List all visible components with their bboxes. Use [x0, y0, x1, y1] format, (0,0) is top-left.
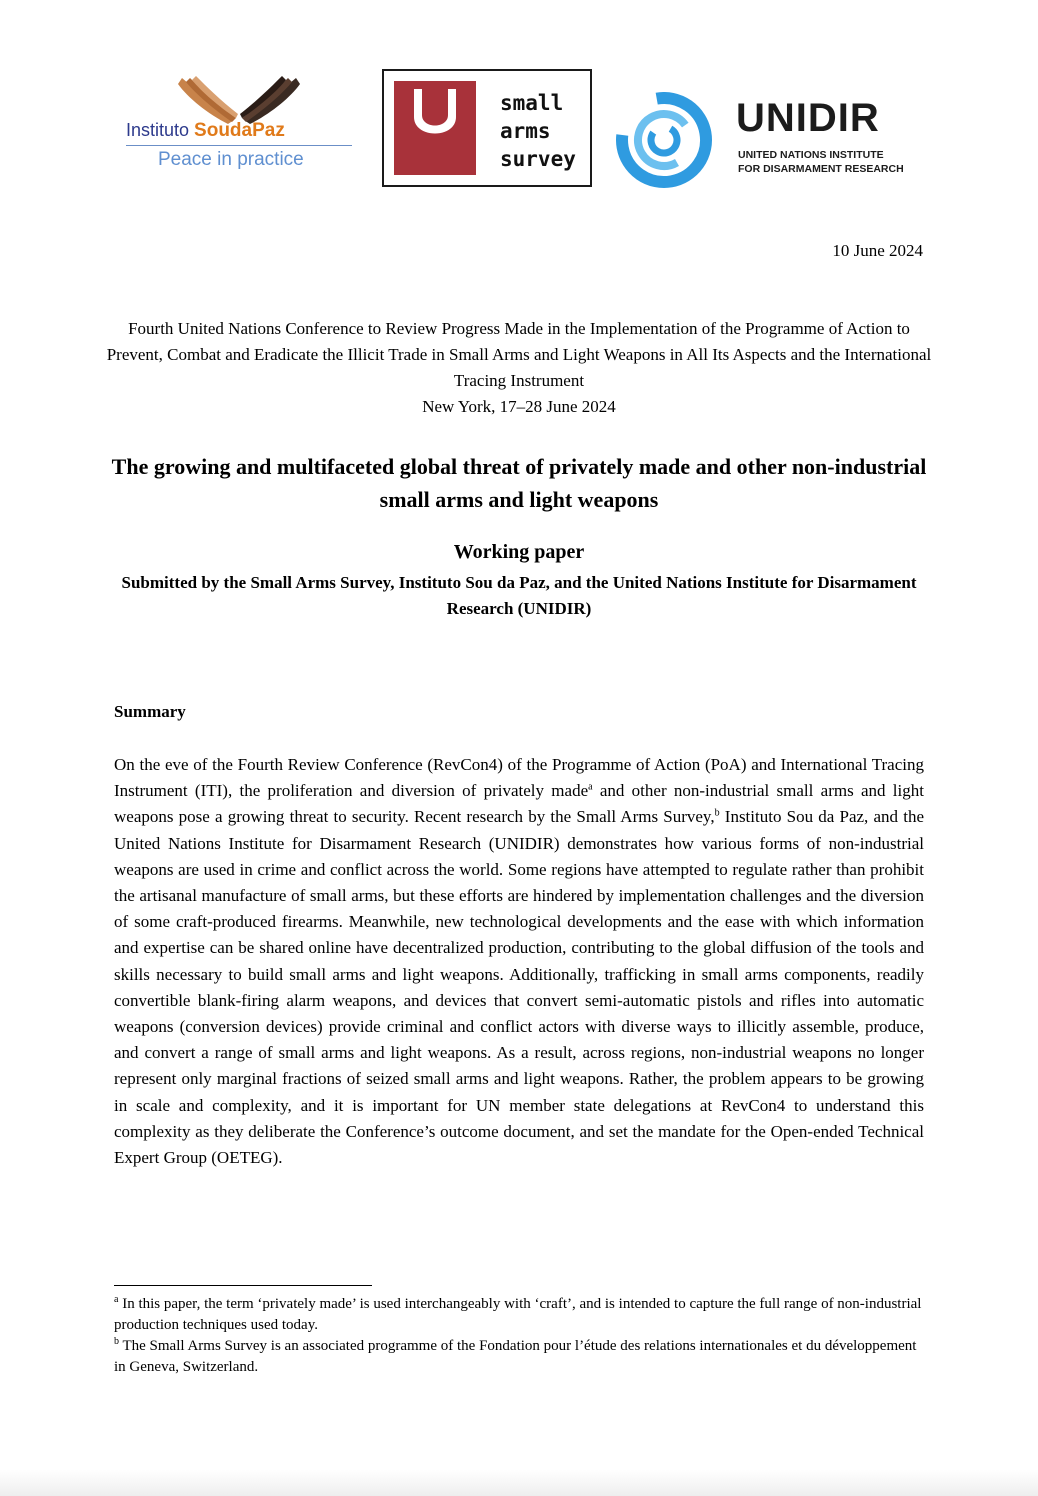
- document-title: The growing and multifaceted global threat of privately made and other non-industrial small arms and light weapons: [111, 454, 927, 512]
- footnote-a: $^a$ In this paper, the term ‘privately made’ is used interchangeably with ‘craft’, and is intended to capture the full range of non-industrial production techniques used today.: [114, 1294, 922, 1333]
- conference-name: Fourth United Nations Conference to Review Progress Made in the Implementation of the Programme of Action to Prevent, Combat and Eradicate the Illicit Trade in Small Arms and Light Weapons in All Its Aspects and the International Tracing Instrument: [106, 319, 932, 390]
- conference-location: New York, 17–28 June 2024: [422, 397, 616, 416]
- small-arms-survey-logo: [382, 69, 592, 187]
- small-arms-survey-wordmark: small arms survey: [500, 91, 576, 171]
- emblem-mark-icon: [394, 81, 476, 175]
- page-edge-shadow: [0, 1470, 1038, 1496]
- footnote-ref-b: b: [714, 807, 720, 819]
- conference-heading: [100, 316, 938, 420]
- hands-icon: [124, 76, 354, 126]
- summary-paragraph: On the eve of the Fourth Review Conference (RevCon4) of the Programme of Action (PoA) and International Tracing Instrument (ITI), the proliferation and diversion of privately made$^a$ and other non-industrial small arms and light weapons pose a growing threat to security. Recent research by the Small Arms Survey,$^b$ Instituto Sou da Paz, and the United Nations Institute for Disarmament Research (UNIDIR) demonstrates how various forms of non-industrial weapons are used in crime and conflict across the world. Some regions have attempted to regulate rather than prohibit the artisanal manufacture of small arms, but these efforts are hindered by implementation challenges and the diversion of some craft-produced firearms. Meanwhile, new technological developments and the ease with which information and expertise can be shared online have decentralized production, contributing to the global diffusion of the tools and skills necessary to build small arms and light weapons. Additionally, trafficking in small arms components, readily convertible blank-firing alarm weapons, and devices that convert semi-automatic pistols and rifles into automatic weapons (conversion devices) provide criminal and conflict actors with diverse ways to illicitly assemble, produce, and convert a range of small arms and light weapons. As a result, across regions, non-industrial weapons no longer represent only marginal fractions of seized small arms and light weapons. Rather, the problem appears to be growing in scale and complexity, and it is important for UN member state delegations at RevCon4 to understand this complexity as they deliberate the Conference’s outcome document, and set the mandate for the Open-ended Technical Expert Group (OETEG).: [114, 755, 925, 1168]
- sou-da-paz-logo: [124, 76, 354, 176]
- submitted-by: Submitted by the Small Arms Survey, Instituto Sou da Paz, and the United Nations Institute for Disarmament Research (UNIDIR): [121, 573, 917, 618]
- footnote-ref-a: a: [588, 781, 593, 793]
- footnote-separator: [114, 1285, 372, 1286]
- unidir-full-name: UNITED NATIONS INSTITUTE FOR DISARMAMENT RESEARCH: [738, 149, 904, 175]
- sou-da-paz-wordmark: Instituto SoudaPaz: [126, 120, 285, 141]
- unidir-wordmark: UNIDIR: [736, 96, 880, 140]
- sou-da-paz-tagline: Peace in practice: [158, 149, 304, 170]
- survey-emblem: [394, 81, 476, 175]
- unidir-emblem-icon: [616, 92, 716, 192]
- logo-divider: [126, 145, 352, 146]
- summary-heading: Summary: [114, 702, 186, 721]
- footnotes: [114, 1294, 926, 1378]
- footnote-b: $^b$ The Small Arms Survey is an associated programme of the Fondation pour l’étude des relations internationales et du développement in Geneva, Switzerland.: [114, 1336, 917, 1375]
- unidir-logo: [616, 92, 916, 192]
- document-date: 10 June 2024: [832, 241, 923, 260]
- document-type: Working paper: [453, 541, 585, 563]
